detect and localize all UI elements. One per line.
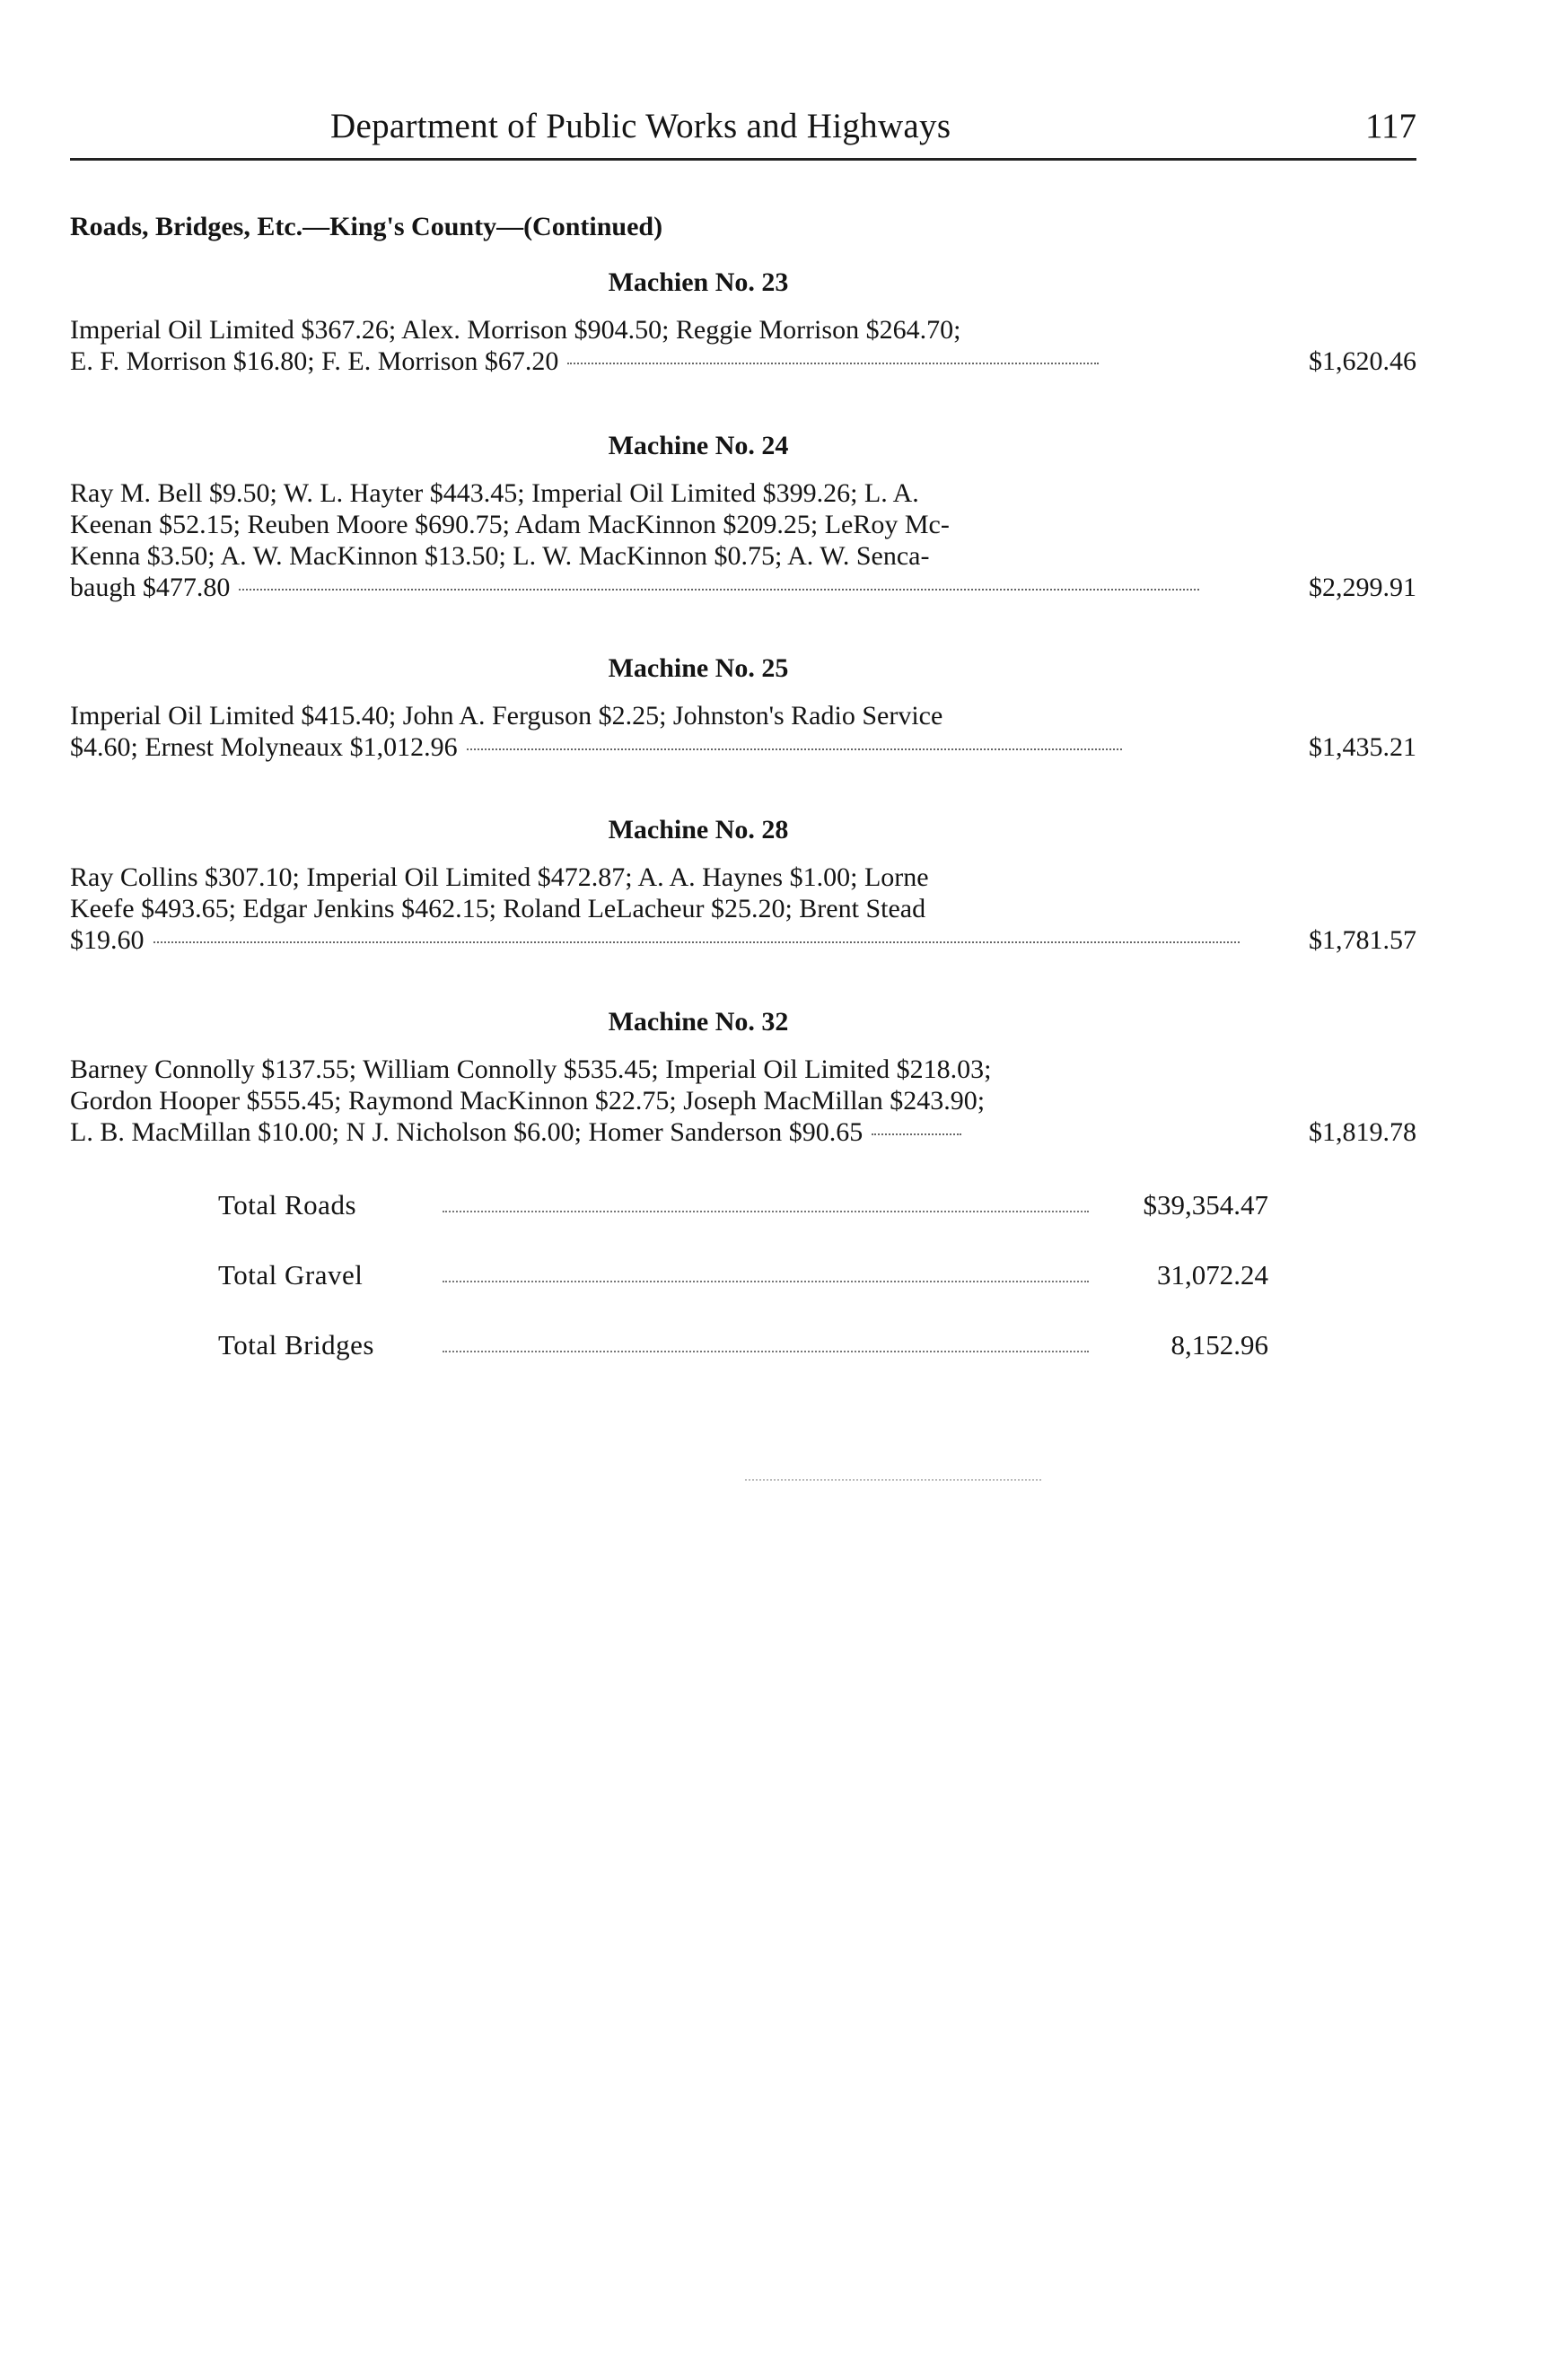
expense-entry [70,1054,1416,1148]
leader-dots [872,1133,961,1135]
leader-dots [443,1281,1089,1282]
entry-line: $19.60 [70,925,145,955]
total-row-bridges [218,1329,1268,1399]
total-label: Total Gravel [218,1259,364,1291]
totals-table [218,1189,1268,1399]
entry-line: baugh $477.80 [70,573,231,602]
entry-amount: $1,781.57 [1309,925,1416,955]
entry-line: E. F. Morrison $16.80; F. E. Morrison $67.20 [70,346,559,376]
entry-line: Gordon Hooper $555.45; Raymond MacKinnon $22.75; Joseph MacMillan $243.90; [70,1086,986,1116]
leader-dots [467,748,1122,750]
expense-entry [70,700,1416,763]
page-title: Department of Public Works and Highways [330,107,951,145]
total-value: 8,152.96 [1170,1329,1268,1361]
entry-amount: $1,435.21 [1309,732,1416,762]
entry-line: Barney Connolly $137.55; William Connolly $535.45; Imperial Oil Limited $218.03; [70,1054,992,1084]
total-row-roads [218,1189,1268,1259]
total-value: 31,072.24 [1157,1259,1268,1291]
leader-dots [567,363,1099,364]
leader-dots [443,1351,1089,1352]
faint-print-mark [745,1479,1041,1481]
page-header [70,106,1416,169]
machine-heading: Machine No. 24 [608,431,789,460]
machine-block-23 [70,267,1416,377]
entry-amount: $1,819.78 [1309,1117,1416,1147]
machine-block-32 [70,1007,1416,1148]
machine-block-24 [70,431,1416,603]
entry-line: L. B. MacMillan $10.00; N J. Nicholson $6.00; Homer Sanderson $90.65 [70,1117,864,1147]
expense-entry [70,314,1416,377]
leader-dots [443,1211,1089,1212]
entry-line: Kenna $3.50; A. W. MacKinnon $13.50; L. W. MacKinnon $0.75; A. W. Senca- [70,541,930,571]
entry-text [70,314,1264,377]
machine-heading: Machine No. 28 [608,815,789,844]
entry-line: Ray Collins $307.10; Imperial Oil Limited $472.87; A. A. Haynes $1.00; Lorne [70,862,929,892]
machine-block-28 [70,815,1416,956]
entry-text [70,862,1264,956]
entry-amount: $2,299.91 [1309,573,1416,602]
entry-amount: $1,620.46 [1309,346,1416,376]
entry-text [70,477,1264,603]
leader-dots [239,589,1199,591]
entry-line: Imperial Oil Limited $415.40; John A. Ferguson $2.25; Johnston's Radio Service [70,701,943,731]
total-value: $39,354.47 [1143,1189,1268,1221]
leader-dots [153,941,1240,943]
expense-entry [70,862,1416,956]
total-label: Total Roads [218,1189,357,1221]
total-row-gravel [218,1259,1268,1329]
machine-block-25 [70,653,1416,763]
page-number: 117 [1364,107,1416,145]
entry-line: $4.60; Ernest Molyneaux $1,012.96 [70,732,458,762]
header-rule [70,158,1416,161]
entry-line: Keenan $52.15; Reuben Moore $690.75; Adam MacKinnon $209.25; LeRoy Mc- [70,510,950,539]
expense-entry [70,477,1416,603]
entry-text [70,700,1264,763]
section-heading: Roads, Bridges, Etc.—King's County—(Continued) [70,212,663,241]
entry-text [70,1054,1264,1148]
machine-heading: Machine No. 32 [608,1007,789,1037]
machine-heading: Machine No. 25 [608,653,789,683]
total-label: Total Bridges [218,1329,374,1361]
entry-line: Keefe $493.65; Edgar Jenkins $462.15; Roland LeLacheur $25.20; Brent Stead [70,894,926,923]
entry-line: Ray M. Bell $9.50; W. L. Hayter $443.45; Imperial Oil Limited $399.26; L. A. [70,478,919,508]
machine-heading: Machien No. 23 [608,267,789,297]
entry-line: Imperial Oil Limited $367.26; Alex. Morrison $904.50; Reggie Morrison $264.70; [70,315,961,345]
